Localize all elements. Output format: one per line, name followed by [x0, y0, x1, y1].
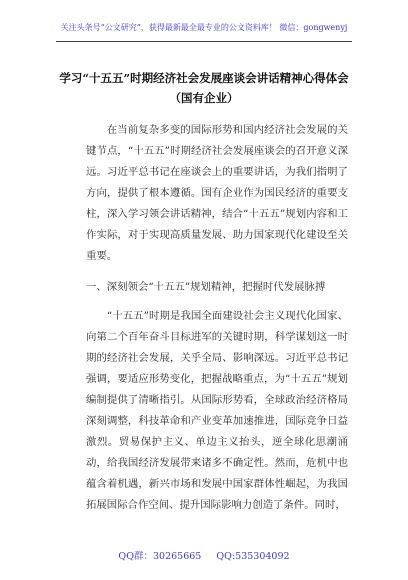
- intro-paragraph: 在当前复杂多变的国际形势和国内经济社会发展的关键节点，“十五五”时期经济社会发展座谈会的召开意义深远。习近平总书记在座谈会上的重要讲话，为我们指明了方向，提供了根本遵循。国有企业作为国民经济的重要支柱，深入学习领会讲话精神，结合“十五五”规划内容和工作实际，对于实现高质量发展、助力国家现代化建设至关重要。: [86, 124, 348, 262]
- section-paragraph: “十五五”时期是我国全面建设社会主义现代化国家、向第二个百年奋斗目标进军的关键时期，科学谋划这一时期的经济社会发展，关乎全局、影响深远。习近平总书记强调，要适应形势变化，把握战略重点，为“十五五”规划编制提供了清晰指引。从国际形势看，全球政治经济格局深刻调整，科技革命和产业变革加速推进，国际竞争日益激烈。贸易保护主义、单边主义抬头，逆全球化思潮涌动，给我国经济发展带来诸多不确定性。然而，危机中也蕴含着机遇，新兴市场和发展中国家群体性崛起，为我国拓展国际合作空间、提升国际影响力创造了条件。同时，: [86, 310, 348, 511]
- document-body: [86, 120, 348, 516]
- header-divider: [56, 41, 352, 42]
- footer-qq: QQ:535304092: [216, 551, 290, 562]
- document-title: 学习“十五五”时期经济社会发展座谈会讲话精神心得体会（国有企业）: [59, 71, 349, 105]
- header-promo-note: 关注头条号“公文研究”，获得最新最全最专业的公文资料库！ 微信：gongwenyj: [60, 23, 348, 32]
- footer-contacts: [0, 548, 408, 562]
- footer-qq-group: QQ群：30265665: [118, 551, 202, 562]
- section-heading: 一、深刻领会“十五五”规划精神，把握时代发展脉搏: [86, 281, 326, 293]
